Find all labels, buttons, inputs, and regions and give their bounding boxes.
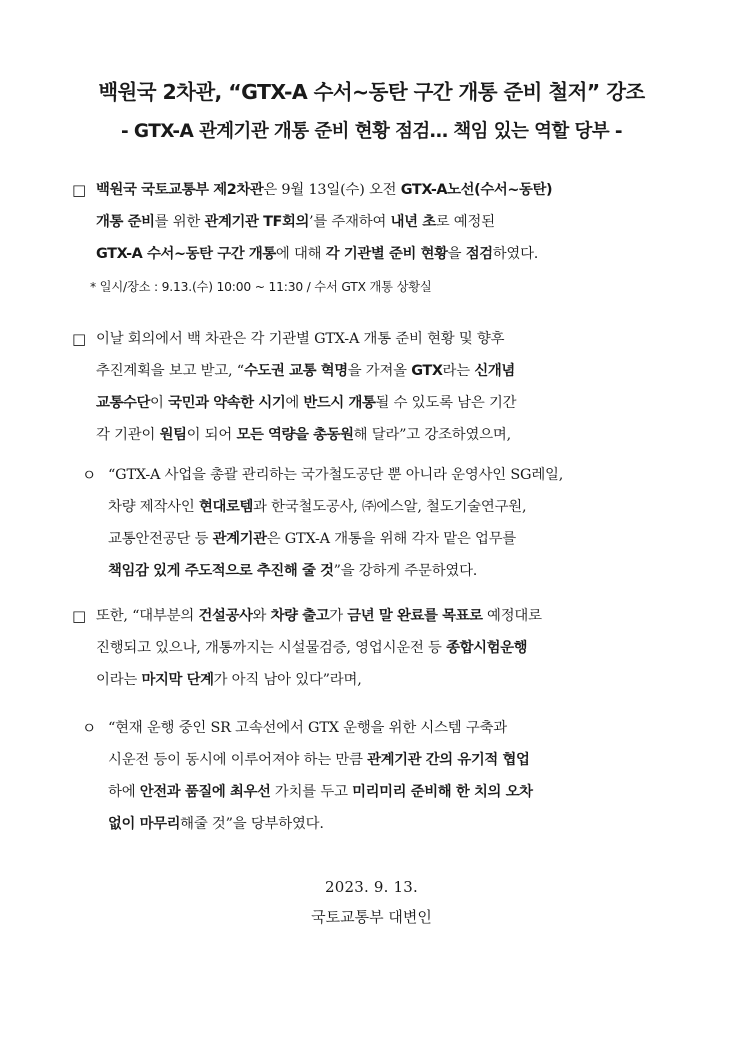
line-text	[108, 808, 324, 840]
text-run: 교통안전공단 등	[108, 531, 213, 547]
text-run: 라는	[442, 363, 475, 379]
bold-run: 건설공사	[198, 608, 253, 624]
line-text	[96, 323, 504, 355]
text-run: 에 대해	[275, 246, 326, 262]
bold-run: 종합시험운행	[446, 640, 528, 656]
department-name: 국토교통부 대변인	[311, 908, 432, 926]
bold-run: 모든 역량을 총동원	[236, 427, 354, 443]
bold-run: 백원국 국토교통부 제2차관	[96, 182, 264, 198]
text-line	[0, 238, 743, 270]
line-text	[108, 491, 526, 523]
bold-run: 반드시 개통	[303, 395, 376, 411]
text-line	[0, 555, 743, 587]
text-line	[0, 664, 743, 696]
line-text	[108, 555, 477, 587]
text-line	[0, 459, 743, 491]
bold-run: 교통수단	[96, 395, 151, 411]
text-run: 을 가져올	[347, 363, 412, 379]
text-run: 될 수 있도록 남은 기간	[375, 395, 517, 411]
bold-run: 차량 출고	[270, 608, 330, 624]
text-line	[0, 387, 743, 419]
square-bullet-icon: □	[72, 607, 86, 625]
text-run: 예정대로	[482, 608, 542, 624]
text-run: 과 한국철도공사, ㈜에스알, 철도기술연구원,	[252, 499, 527, 515]
text-run: 진행되고 있으나, 개통까지는 시설물검증, 영업시운전 등	[96, 640, 447, 656]
text-line	[0, 712, 743, 744]
bold-run: 관계기관 TF회의	[204, 214, 309, 230]
bold-run: 개통 준비	[96, 214, 155, 230]
release-date: 2023. 9. 13.	[324, 878, 419, 896]
square-bullet-icon: □	[72, 330, 86, 348]
text-line	[0, 206, 743, 238]
text-run: 를 위한	[154, 214, 205, 230]
text-line	[0, 776, 743, 808]
text-line	[0, 523, 743, 555]
line-text	[96, 419, 511, 451]
text-run: 가 아직 남아 있다”라며,	[213, 672, 362, 688]
line-text	[96, 600, 542, 632]
bold-run: 점검	[465, 246, 493, 262]
text-run: 해 달라”고 강조하였으며,	[353, 427, 511, 443]
text-run: 와	[252, 608, 271, 624]
line-text	[96, 238, 538, 270]
text-run: 을	[447, 246, 466, 262]
square-bullet-icon: □	[72, 181, 86, 199]
bold-run: 금년 말 완료를 목표로	[347, 608, 483, 624]
text-run: 가	[329, 608, 348, 624]
text-run: “현재 운행 중인 SR 고속선에서 GTX 운행을 위한 시스템 구축과	[108, 720, 507, 736]
line-text	[96, 632, 527, 664]
text-run: 해줄 것”을 당부하였다.	[180, 816, 324, 832]
bold-run: 책임감 있게 주도적으로 추진해 줄 것	[108, 563, 334, 579]
bold-run: 마지막 단계	[141, 672, 214, 688]
bold-run: 관계기관	[212, 531, 267, 547]
bold-run: GTX-A노선(수서~동탄)	[400, 182, 553, 198]
bold-run: 내년 초	[390, 214, 436, 230]
text-run: ’를 주재하여	[308, 214, 391, 230]
text-line	[0, 744, 743, 776]
line-text	[96, 206, 495, 238]
circle-bullet-icon: ㅇ	[81, 466, 97, 484]
page-subtitle: - GTX-A 관계기관 개통 준비 현황 점검… 책임 있는 역할 당부 -	[121, 121, 622, 142]
bold-run: 수도권 교통 혁명	[243, 363, 348, 379]
text-run: “GTX-A 사업을 총괄 관리하는 국가철도공단 뿐 아니라 운영사인 SG레일,	[108, 467, 564, 483]
text-run: 은 GTX-A 개통을 위해 각자 맡은 업무를	[266, 531, 517, 547]
line-text	[96, 664, 362, 696]
text-run: 각 기관이	[96, 427, 160, 443]
line-text	[108, 712, 507, 744]
text-line	[0, 491, 743, 523]
line-text	[96, 355, 515, 387]
circle-bullet-icon: ㅇ	[81, 719, 97, 737]
text-line	[0, 808, 743, 840]
bold-run: 없이 마무리	[108, 816, 181, 832]
bold-run: 현대로템	[198, 499, 253, 515]
text-run: ”을 강하게 주문하였다.	[333, 563, 478, 579]
line-text	[108, 523, 516, 555]
text-run: 또한, “대부분의	[96, 608, 199, 624]
bold-run: 미리미리 준비해 한 치의 오차	[352, 784, 533, 800]
text-run: 하에	[108, 784, 140, 800]
text-run: 하였다.	[492, 246, 539, 262]
text-line	[0, 419, 743, 451]
bold-run: GTX	[411, 363, 443, 379]
text-run: 이	[150, 395, 169, 411]
bold-run: 각 기관별 준비 현황	[325, 246, 448, 262]
text-run: 이날 회의에서 백 차관은 각 기관별 GTX-A 개통 준비 현황 및 향후	[96, 331, 505, 347]
text-run: 시운전 등이 동시에 이루어져야 하는 만큼	[108, 752, 368, 768]
bold-run: 원팀	[159, 427, 187, 443]
text-run: 차량 제작사인	[108, 499, 199, 515]
bold-run: 국민과 약속한 시기	[168, 395, 286, 411]
text-line	[0, 632, 743, 664]
text-run: 추진계획을 보고 받고, “	[96, 363, 244, 379]
text-run: 은 9월 13일(수) 오전	[263, 182, 401, 198]
text-run: 이 되어	[186, 427, 237, 443]
text-run: 가치를 두고	[270, 784, 353, 800]
text-run: 이라는	[96, 672, 142, 688]
line-text	[96, 174, 552, 206]
page-title: 백원국 2차관, “GTX-A 수서~동탄 구간 개통 준비 철저” 강조	[98, 80, 645, 104]
text-line	[0, 600, 743, 632]
line-text	[108, 776, 533, 808]
line-text	[96, 387, 516, 419]
text-line	[0, 174, 743, 206]
line-text	[108, 459, 563, 491]
bold-run: 관계기관 간의 유기적 협업	[367, 752, 530, 768]
text-run: 로 예정된	[435, 214, 495, 230]
line-text	[108, 744, 530, 776]
bold-run: GTX-A 수서~동탄 구간 개통	[96, 246, 276, 262]
schedule-note: * 일시/장소 : 9.13.(수) 10:00 ~ 11:30 / 수서 GTX 개통 상황실	[90, 280, 432, 294]
text-line	[0, 323, 743, 355]
bold-run: 신개념	[474, 363, 515, 379]
text-line	[0, 355, 743, 387]
bold-run: 안전과 품질에 최우선	[139, 784, 271, 800]
text-run: 에	[285, 395, 304, 411]
